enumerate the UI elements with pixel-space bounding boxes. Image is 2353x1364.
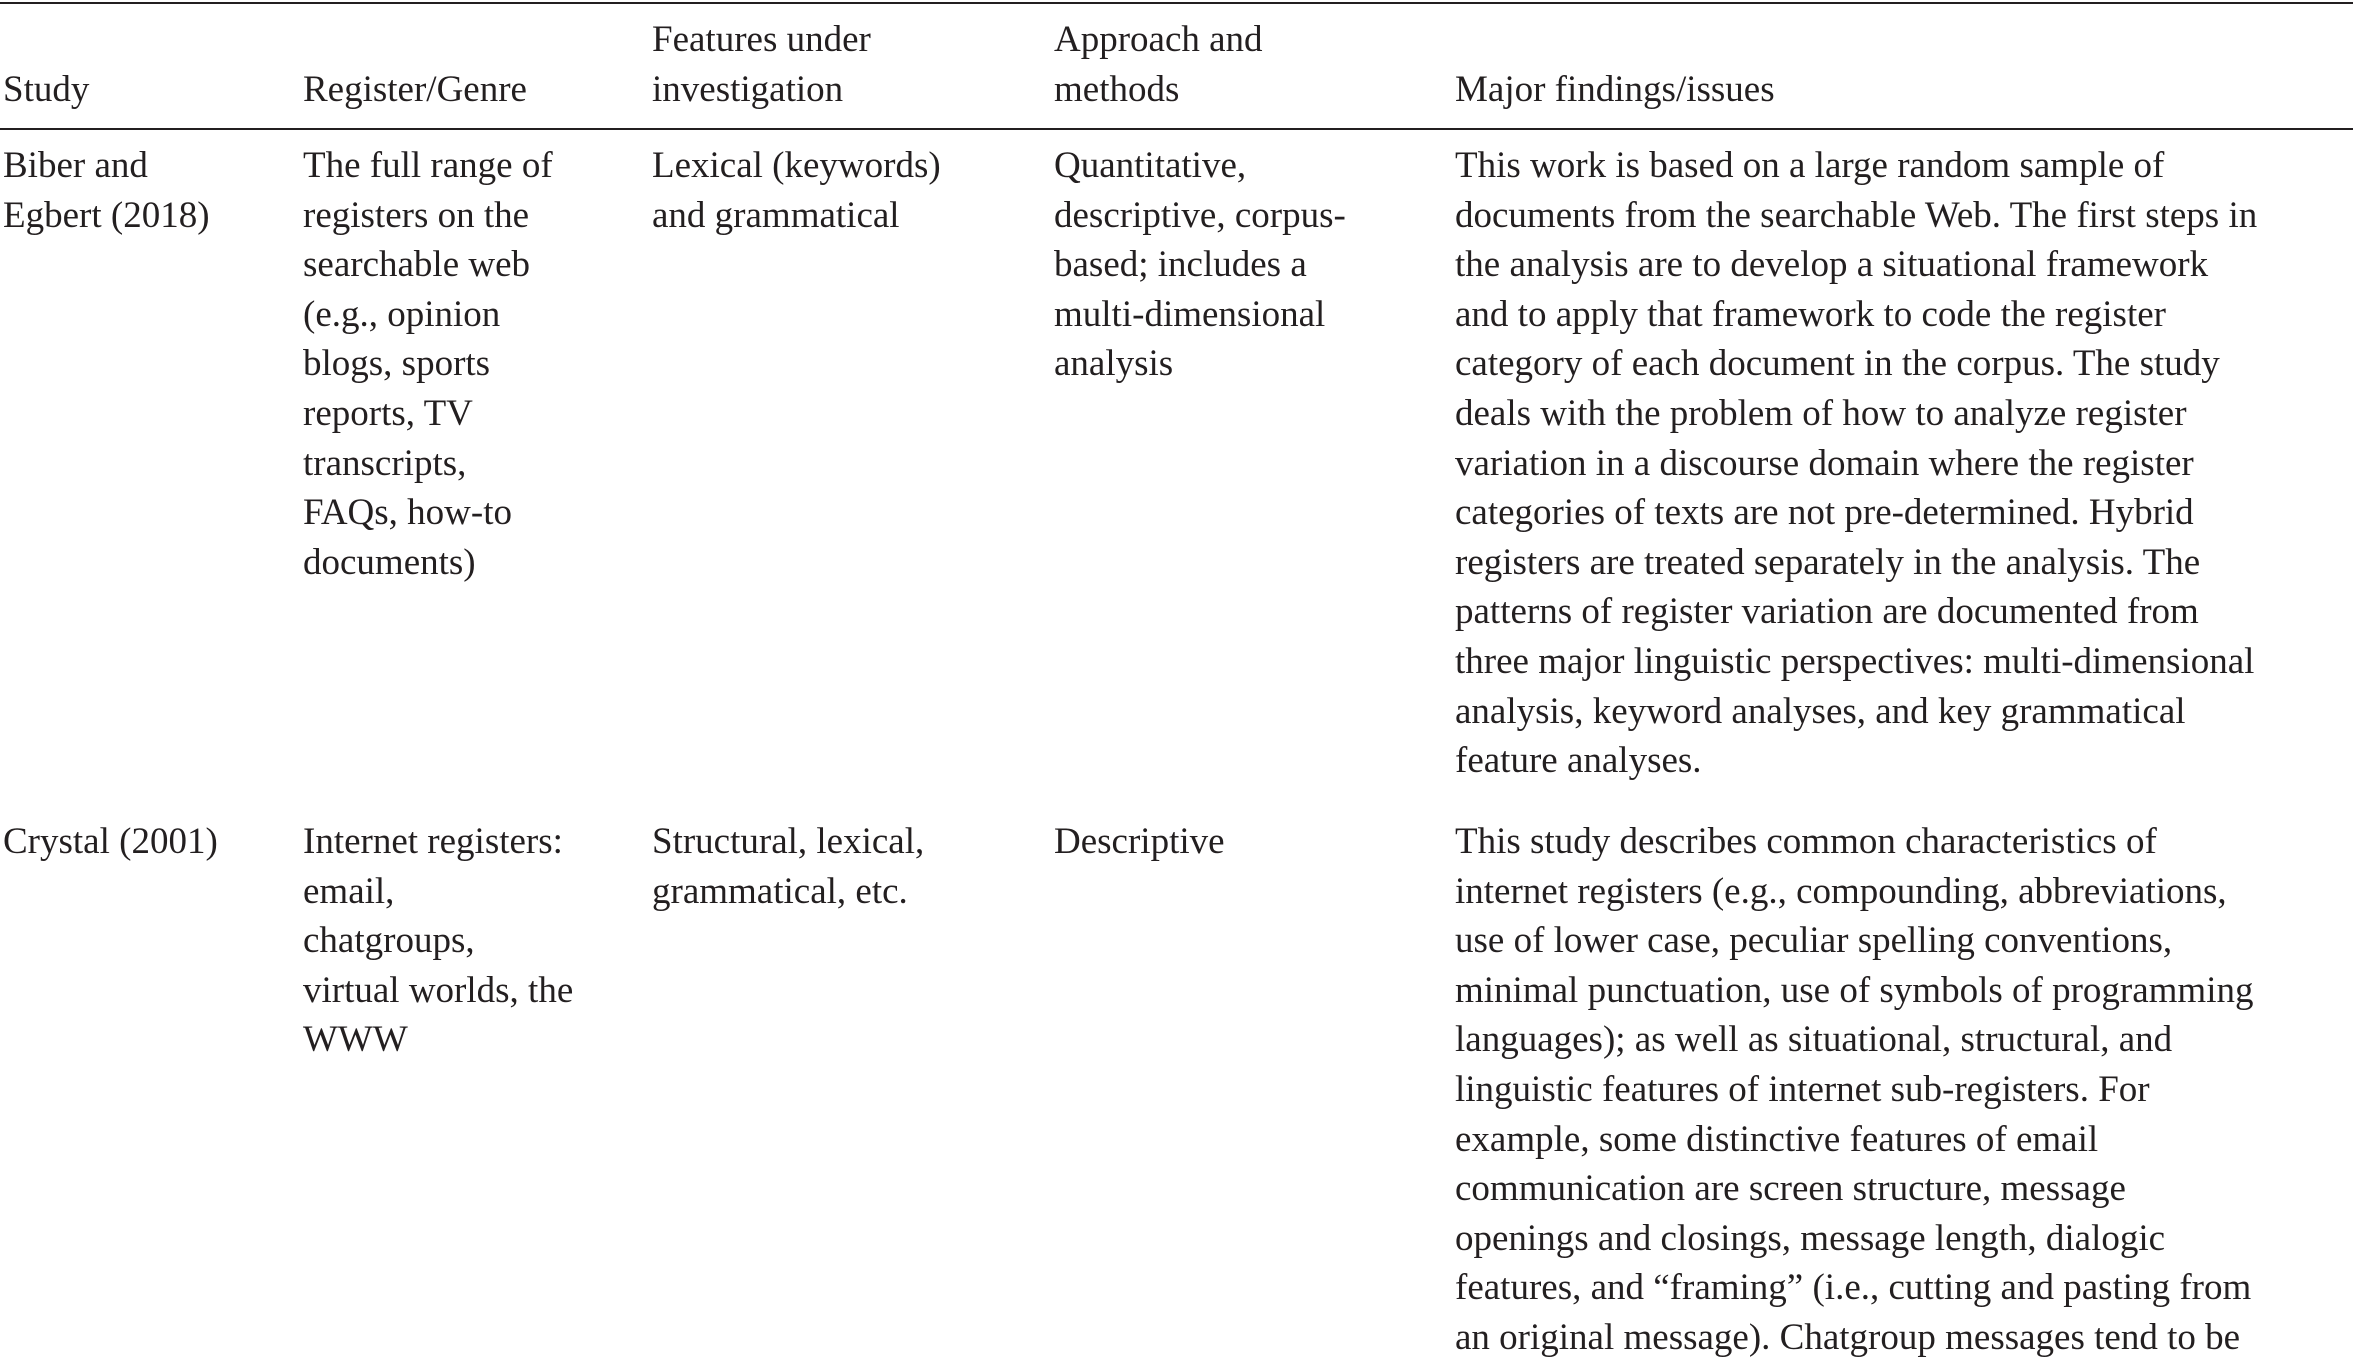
row-approach: Quantitative, descriptive, corpus- based; includes a multi-dimensional analysis xyxy=(1054,145,1346,385)
row-register-genre: The full range of registers on the searchable web (e.g., opinion blogs, sports reports, TV transcripts, FAQs, how-to documents) xyxy=(303,145,553,583)
row-findings: This study describes common characteristics of internet registers (e.g., compounding, abbreviations, use of lower case, peculiar spelling conventions, minimal punctuation, use of symbols of programming languages); as well as situational, structural, and linguistic features of internet sub-registers. For example, some distinctive features of email communication are screen structure, message openings and closings, message length, dialogic features, and “framing” (i.e., cutting and pasting from an original message). Chatgroup messages tend to be xyxy=(1455,821,2254,1358)
row-approach: Descriptive xyxy=(1054,821,1225,862)
header-findings: Major findings/issues xyxy=(1455,69,1775,110)
row-features: Lexical (keywords) and grammatical xyxy=(652,145,941,236)
row-findings: This work is based on a large random sample of documents from the searchable Web. The first steps in the analysis are to develop a situational framework and to apply that framework to code the register category of each document in the corpus. The study deals with the problem of how to analyze register variation in a discourse domain where the register categories of texts are not pre-determined. Hybrid registers are treated separately in the analysis. The patterns of register variation are documented from three major linguistic perspectives: multi-dimensional analysis, keyword analyses, and key grammatical feature analyses. xyxy=(1455,145,2258,782)
row-features: Structural, lexical, grammatical, etc. xyxy=(652,821,925,912)
header-register-genre: Register/Genre xyxy=(303,69,527,110)
row-register-genre: Internet registers: email, chatgroups, virtual worlds, the WWW xyxy=(303,821,574,1061)
row-study: Crystal (2001) xyxy=(3,821,218,862)
table-top-rule xyxy=(0,2,2353,4)
row-study: Biber and Egbert (2018) xyxy=(3,145,210,236)
header-study: Study xyxy=(3,69,90,110)
header-approach: Approach and methods xyxy=(1054,19,1263,110)
table-header-rule xyxy=(0,128,2353,130)
header-features: Features under investigation xyxy=(652,19,871,110)
